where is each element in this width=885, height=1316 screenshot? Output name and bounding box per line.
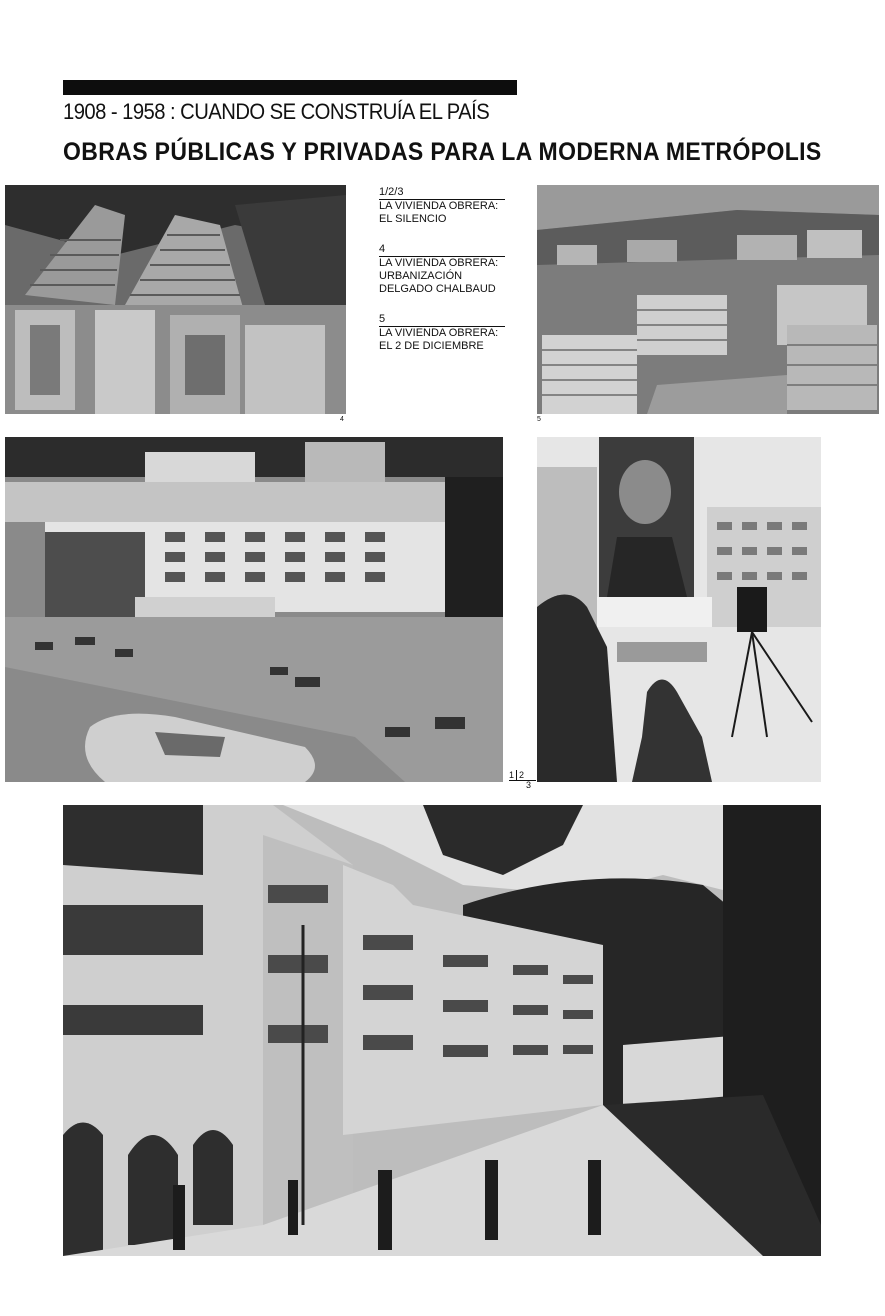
plate-key-3: 3 [509,780,536,790]
caption-number: 1/2/3 [379,186,505,200]
photo-el-silencio-plaza [5,437,503,782]
caption-3 [379,313,505,353]
caption-line: URBANIZACIÓN [379,270,463,282]
plate-key-1: 1 [509,770,515,780]
caption-line: LA VIVIENDA OBRERA: [379,200,499,212]
caption-line: EL SILENCIO [379,213,447,225]
caption-block [379,186,505,370]
caption-2 [379,243,505,296]
plate-key-2: 2 [519,770,525,780]
photo-number-4: 4 [340,416,344,423]
photo-street-apartments [63,805,821,1256]
photo-number-5: 5 [537,416,541,423]
photo-delgado-chalbaud-aerial [5,185,346,414]
caption-line: LA VIVIENDA OBRERA: [379,327,499,339]
section-kicker: 1908 - 1958 : CUANDO SE CONSTRUÍA EL PAÍS [63,99,490,124]
caption-line: EL 2 DE DICIEMBRE [379,340,484,352]
header-rule [63,80,517,95]
photo-bolivar-mural [537,437,821,782]
caption-1 [379,186,505,226]
caption-number: 4 [379,243,505,257]
caption-line: DELGADO CHALBAUD [379,283,496,295]
caption-line: LA VIVIENDA OBRERA: [379,257,499,269]
plate-key [509,771,536,790]
photo-2-de-diciembre [537,185,879,414]
caption-number: 5 [379,313,505,327]
page-headline: OBRAS PÚBLICAS Y PRIVADAS PARA LA MODERNA METRÓPOLIS [63,138,822,166]
